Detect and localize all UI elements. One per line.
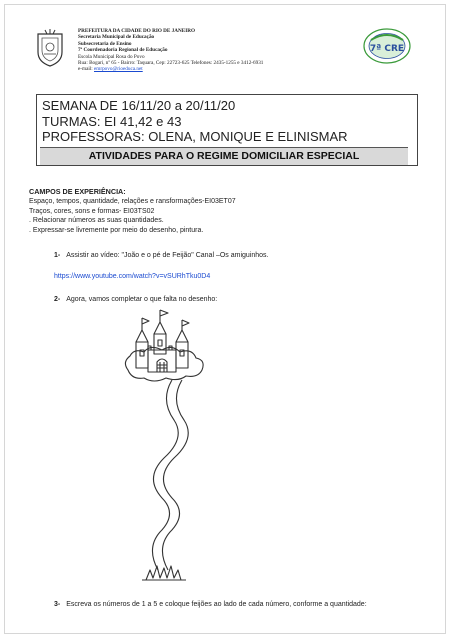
header-email-line xyxy=(78,66,358,72)
activity-text: Agora, vamos completar o que falta no desenho: xyxy=(66,296,218,303)
week-title: SEMANA DE 16/11/20 a 20/11/20 xyxy=(42,98,236,113)
campos-item: . Relacionar números as suas quantidades. xyxy=(29,217,164,225)
activity-number: 1- xyxy=(54,252,61,259)
header-line: Subsecretaria de Ensino xyxy=(78,40,132,47)
campos-heading: CAMPOS DE EXPERIÊNCIA: xyxy=(29,187,126,196)
header-line: Rua: Bogari, nº 65 - Bairro: Taquara, Cep: 22723-625 Telefones: 2435-1255 e 3412-6931 xyxy=(78,60,264,67)
cre-logo-icon xyxy=(362,26,412,66)
campos-item: Espaço, tempos, quantidade, relações e ransformações-EI03ET07 xyxy=(29,198,236,205)
header-line: Secretaria Municipal de Educação xyxy=(78,34,155,41)
activity-number: 2- xyxy=(54,296,61,303)
teachers-title: PROFESSORAS: OLENA, MONIQUE E ELINISMAR xyxy=(42,129,348,144)
city-crest-icon xyxy=(34,28,66,68)
classes-title: TURMAS: EI 41,42 e 43 xyxy=(42,113,182,129)
activity-number: 3- xyxy=(54,601,61,608)
activity-2 xyxy=(54,296,217,303)
video-link[interactable]: https://www.youtube.com/watch?v=vSURhTku0D4 xyxy=(54,273,211,280)
activities-banner: ATIVIDADES PARA O REGIME DOMICILIAR ESPECIAL xyxy=(40,147,408,165)
email-link[interactable]: emrpovo@rioeduca.net xyxy=(94,66,143,73)
header-line: Escola Municipal Rosa do Povo xyxy=(78,53,145,60)
activity-text: Escreva os números de 1 a 5 e coloque feijões ao lado de cada número, conforme a quantidade: xyxy=(66,601,367,608)
email-label: e-mail: xyxy=(78,66,94,73)
campos-list xyxy=(29,197,236,235)
activity-text: Assistir ao vídeo: "João e o pé de Feijão" Canal –Os amiguinhos. xyxy=(66,252,269,259)
activity-1 xyxy=(54,252,268,259)
logo-text: 7ª CRE xyxy=(369,44,405,54)
header-line: PREFEITURA DA CIDADE DO RIO DE JANEIRO xyxy=(78,28,196,34)
header-line: 7ª Coordenadoria Regional de Educação xyxy=(78,47,168,54)
castle-beanstalk-outline-icon xyxy=(120,308,220,586)
activity-3 xyxy=(54,601,367,608)
campos-item: Traços, cores, sons e formas- EI03TS02 xyxy=(29,207,155,215)
campos-item: . Expressar-se livremente por meio do desenho, pintura. xyxy=(29,226,204,234)
school-header xyxy=(78,28,358,73)
